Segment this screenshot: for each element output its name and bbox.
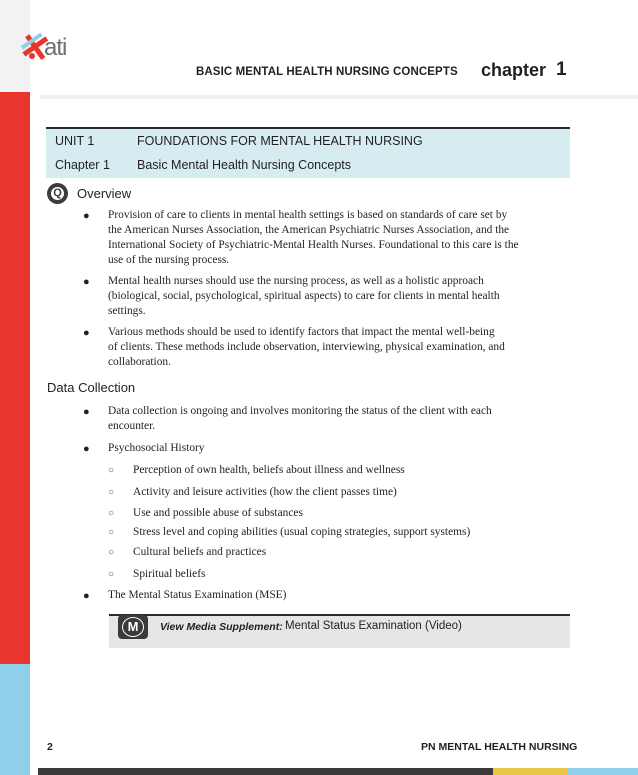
- media-icon[interactable]: [118, 615, 148, 639]
- left-strip-red: [0, 92, 30, 664]
- book-title: PN MENTAL HEALTH NURSING: [421, 741, 578, 753]
- sub-item: Perception of own health, beliefs about illness and wellness: [133, 464, 405, 476]
- bottom-bar-dark: [38, 768, 493, 775]
- media-title-link[interactable]: Mental Status Examination (Video): [285, 620, 462, 632]
- sub-bullet-icon: ○: [108, 527, 115, 538]
- sub-bullet-icon: ○: [108, 465, 115, 476]
- sub-bullet-icon: ○: [108, 487, 115, 498]
- sub-item: Cultural beliefs and practices: [133, 546, 267, 558]
- bullet-icon: ●: [83, 406, 90, 418]
- header-title: BASIC MENTAL HEALTH NURSING CONCEPTS: [196, 66, 458, 78]
- chapter-word: chapter: [481, 60, 547, 80]
- overview-icon-letter: Q: [51, 187, 64, 200]
- page-number: 2: [47, 741, 53, 753]
- left-strip-blue: [0, 664, 30, 775]
- sub-bullet-icon: ○: [108, 547, 115, 558]
- sub-item: Spiritual beliefs: [133, 568, 206, 580]
- overview-icon: [47, 183, 68, 204]
- bullet-icon: ●: [83, 276, 90, 288]
- bottom-bar-gold: [493, 768, 568, 775]
- bullet-icon: ●: [83, 210, 90, 222]
- media-icon-letter: M: [122, 617, 144, 637]
- psychosocial-history: Psychosocial History: [108, 442, 205, 454]
- mse-bullet: The Mental Status Examination (MSE): [108, 589, 287, 601]
- sub-item: Use and possible abuse of substances: [133, 507, 303, 519]
- overview-bullet-2: Mental health nurses should use the nursing process, as well as a holistic approach (biological, social, psychological, spiritual aspects) to care for clients in mental health settings.: [108, 275, 500, 317]
- sub-item: Stress level and coping abilities (usual coping strategies, support systems): [133, 526, 471, 538]
- overview-heading: Overview: [77, 186, 132, 201]
- unit-title: FOUNDATIONS FOR MENTAL HEALTH NURSING: [137, 134, 423, 148]
- logo-text: ati: [44, 34, 67, 61]
- chapter-label: Chapter 1: [55, 158, 110, 172]
- bullet-icon: ●: [83, 590, 90, 602]
- header-rule: [40, 95, 638, 99]
- chapter-number: 1: [556, 59, 567, 80]
- sub-item: Activity and leisure activities (how the client passes time): [133, 486, 397, 498]
- bullet-icon: ●: [83, 443, 90, 455]
- unit-label: UNIT 1: [55, 134, 95, 148]
- overview-bullet-3: Various methods should be used to identify factors that impact the mental well-being of clients. These methods include observation, interviewing, physical examination, and collaboration.: [108, 326, 505, 368]
- data-collection-bullet-1: Data collection is ongoing and involves monitoring the status of the client with each encounter.: [108, 405, 492, 432]
- sub-bullet-icon: ○: [108, 569, 115, 580]
- sub-bullet-icon: ○: [108, 508, 115, 519]
- bottom-bar-blue: [568, 768, 638, 775]
- chapter-title: Basic Mental Health Nursing Concepts: [137, 158, 351, 172]
- bullet-icon: ●: [83, 327, 90, 339]
- media-label: View Media Supplement:: [160, 621, 283, 633]
- data-collection-heading: Data Collection: [47, 380, 136, 395]
- overview-bullet-1: Provision of care to clients in mental health settings is based on standards of care set by the American Nurses Association, the American Psychiatric Nurses Association, and the International Society of Psychiatric-Mental Health Nurses. Foundational to this care is the use of the nursing process.: [108, 209, 519, 266]
